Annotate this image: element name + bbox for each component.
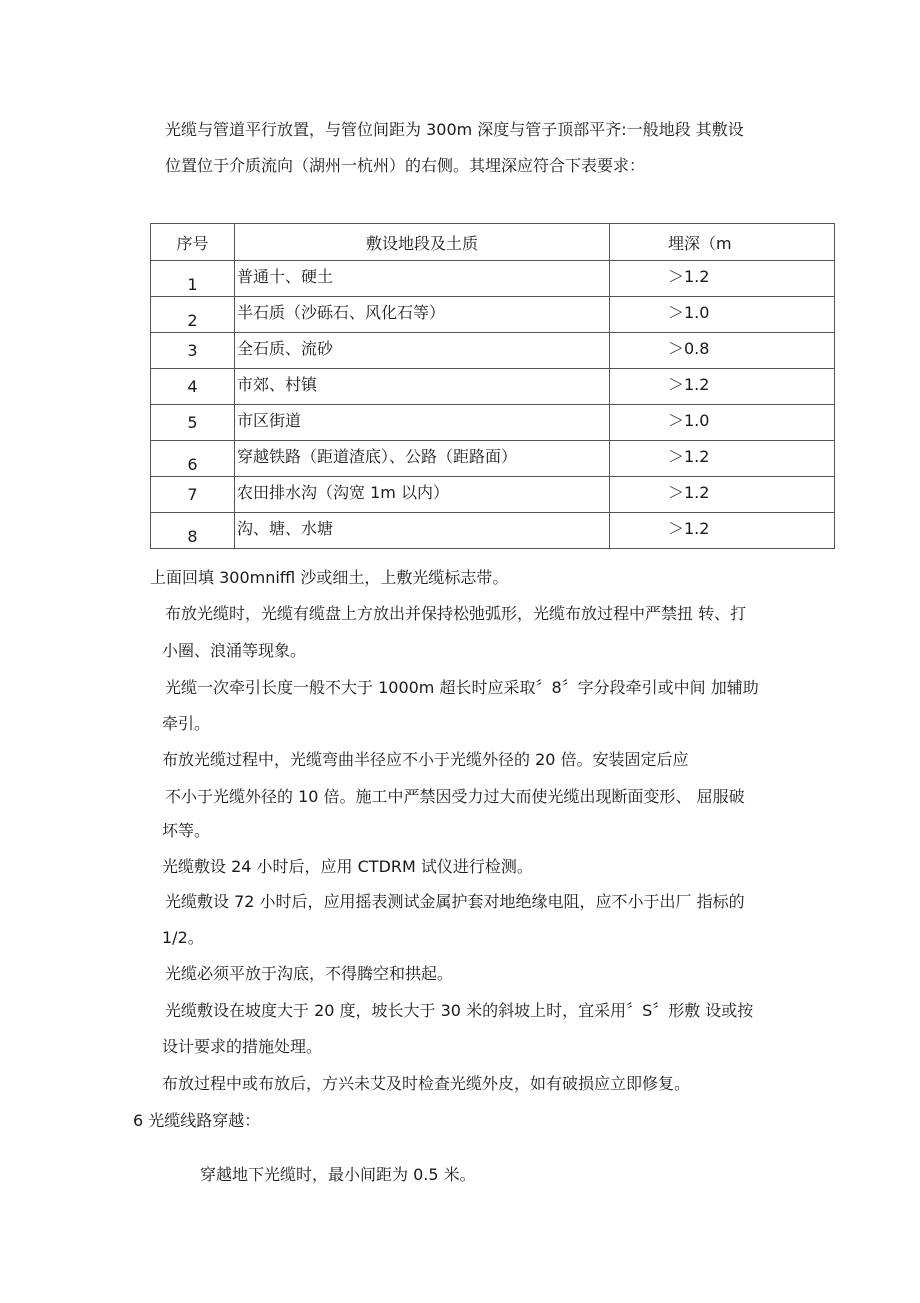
intro-line-2: 位置位于介质流向（湖州一杭州）的右侧。其埋深应符合下表要求： [165, 156, 646, 175]
paragraph-line: 布放光缆时，光缆有缆盘上方放出并保持松弛弧形，光缆布放过程中严禁扭 转、打 [165, 604, 747, 623]
row-depth: ＞1.0 [610, 405, 835, 441]
table-header-row [151, 224, 835, 261]
row-no: 1 [151, 261, 235, 297]
row-desc: 农田排水沟（沟宽 1m 以内） [235, 477, 610, 513]
paragraph-line: 穿越地下光缆时，最小间距为 0.5 米。 [200, 1165, 476, 1184]
row-depth: ＞1.2 [610, 369, 835, 405]
table-row [151, 333, 835, 369]
row-depth: ＞1.2 [610, 441, 835, 477]
row-no: 8 [151, 513, 235, 549]
paragraph-line: 光缆必须平放于沟底，不得腾空和拱起。 [165, 964, 454, 983]
paragraph-line: 光缆敷设在坡度大于 20 度，坡长大于 30 米的斜坡上时，宜采用〞S〞形敷 设或按 [165, 1001, 754, 1020]
row-no: 5 [151, 405, 235, 441]
table-row [151, 513, 835, 549]
row-no: 6 [151, 441, 235, 477]
paragraph-line: 布放光缆过程中，光缆弯曲半径应不小于光缆外径的 20 倍。安装固定后应 [162, 750, 689, 769]
paragraph-line: 光缆一次牵引长度一般不大于 1000m 超长时应采取〞8〞字分段牵引或中间 加辅助 [165, 678, 759, 697]
backfill-paragraph: 上面回填 300mniffl 沙或细土，上敷光缆标志带。 [150, 568, 509, 587]
table-row [151, 477, 835, 513]
row-desc: 市郊、村镇 [235, 369, 610, 405]
row-depth: ＞1.2 [610, 261, 835, 297]
row-desc: 普通十、硬土 [235, 261, 610, 297]
paragraph-line: 光缆敷设 72 小时后，应用摇表测试金属护套对地绝缘电阻，应不小于出厂 指标的 [165, 892, 745, 911]
header-desc: 敷设地段及土质 [235, 224, 610, 261]
row-no: 2 [151, 297, 235, 333]
paragraph-line: 不小于光缆外径的 10 倍。施工中严禁因受力过大而使光缆出现断面变形、 屈服破 [165, 787, 745, 806]
paragraph-line: 小圈、浪涌等现象。 [162, 641, 307, 660]
table-row [151, 441, 835, 477]
table-row [151, 297, 835, 333]
row-desc: 全石质、流砂 [235, 333, 610, 369]
row-desc: 穿越铁路（距道渣底）、公路（距路面） [235, 441, 610, 477]
header-depth: 埋深（m [610, 224, 835, 261]
table-row [151, 405, 835, 441]
row-depth: ＞1.2 [610, 513, 835, 549]
table-row [151, 369, 835, 405]
row-no: 3 [151, 333, 235, 369]
row-depth: ＞1.0 [610, 297, 835, 333]
row-desc: 半石质（沙砾石、风化石等） [235, 297, 610, 333]
row-depth: ＞1.2 [610, 477, 835, 513]
row-desc: 沟、塘、水塘 [235, 513, 610, 549]
intro-line-1: 光缆与管道平行放置，与管位间距为 300m 深度与管子顶部平齐:一般地段 其敷设 [165, 120, 744, 139]
paragraph-line: 坏等。 [162, 821, 211, 840]
row-depth: ＞0.8 [610, 333, 835, 369]
paragraph-line: 设计要求的措施处理。 [162, 1037, 323, 1056]
header-no: 序号 [151, 224, 235, 261]
paragraph-line: 布放过程中或布放后，方兴未艾及时检查光缆外皮，如有破损应立即修复。 [162, 1074, 691, 1093]
burial-depth-table [150, 223, 835, 549]
table-row [151, 261, 835, 297]
row-no: 7 [151, 477, 235, 513]
row-desc: 市区街道 [235, 405, 610, 441]
paragraph-line: 牵引。 [162, 714, 211, 733]
section-heading: 6 光缆线路穿越： [133, 1111, 261, 1130]
paragraph-line: 光缆敷设 24 小时后，应用 CTDRM 试仪进行检测。 [162, 857, 533, 876]
row-no: 4 [151, 369, 235, 405]
paragraph-line: 1/2。 [162, 928, 204, 947]
